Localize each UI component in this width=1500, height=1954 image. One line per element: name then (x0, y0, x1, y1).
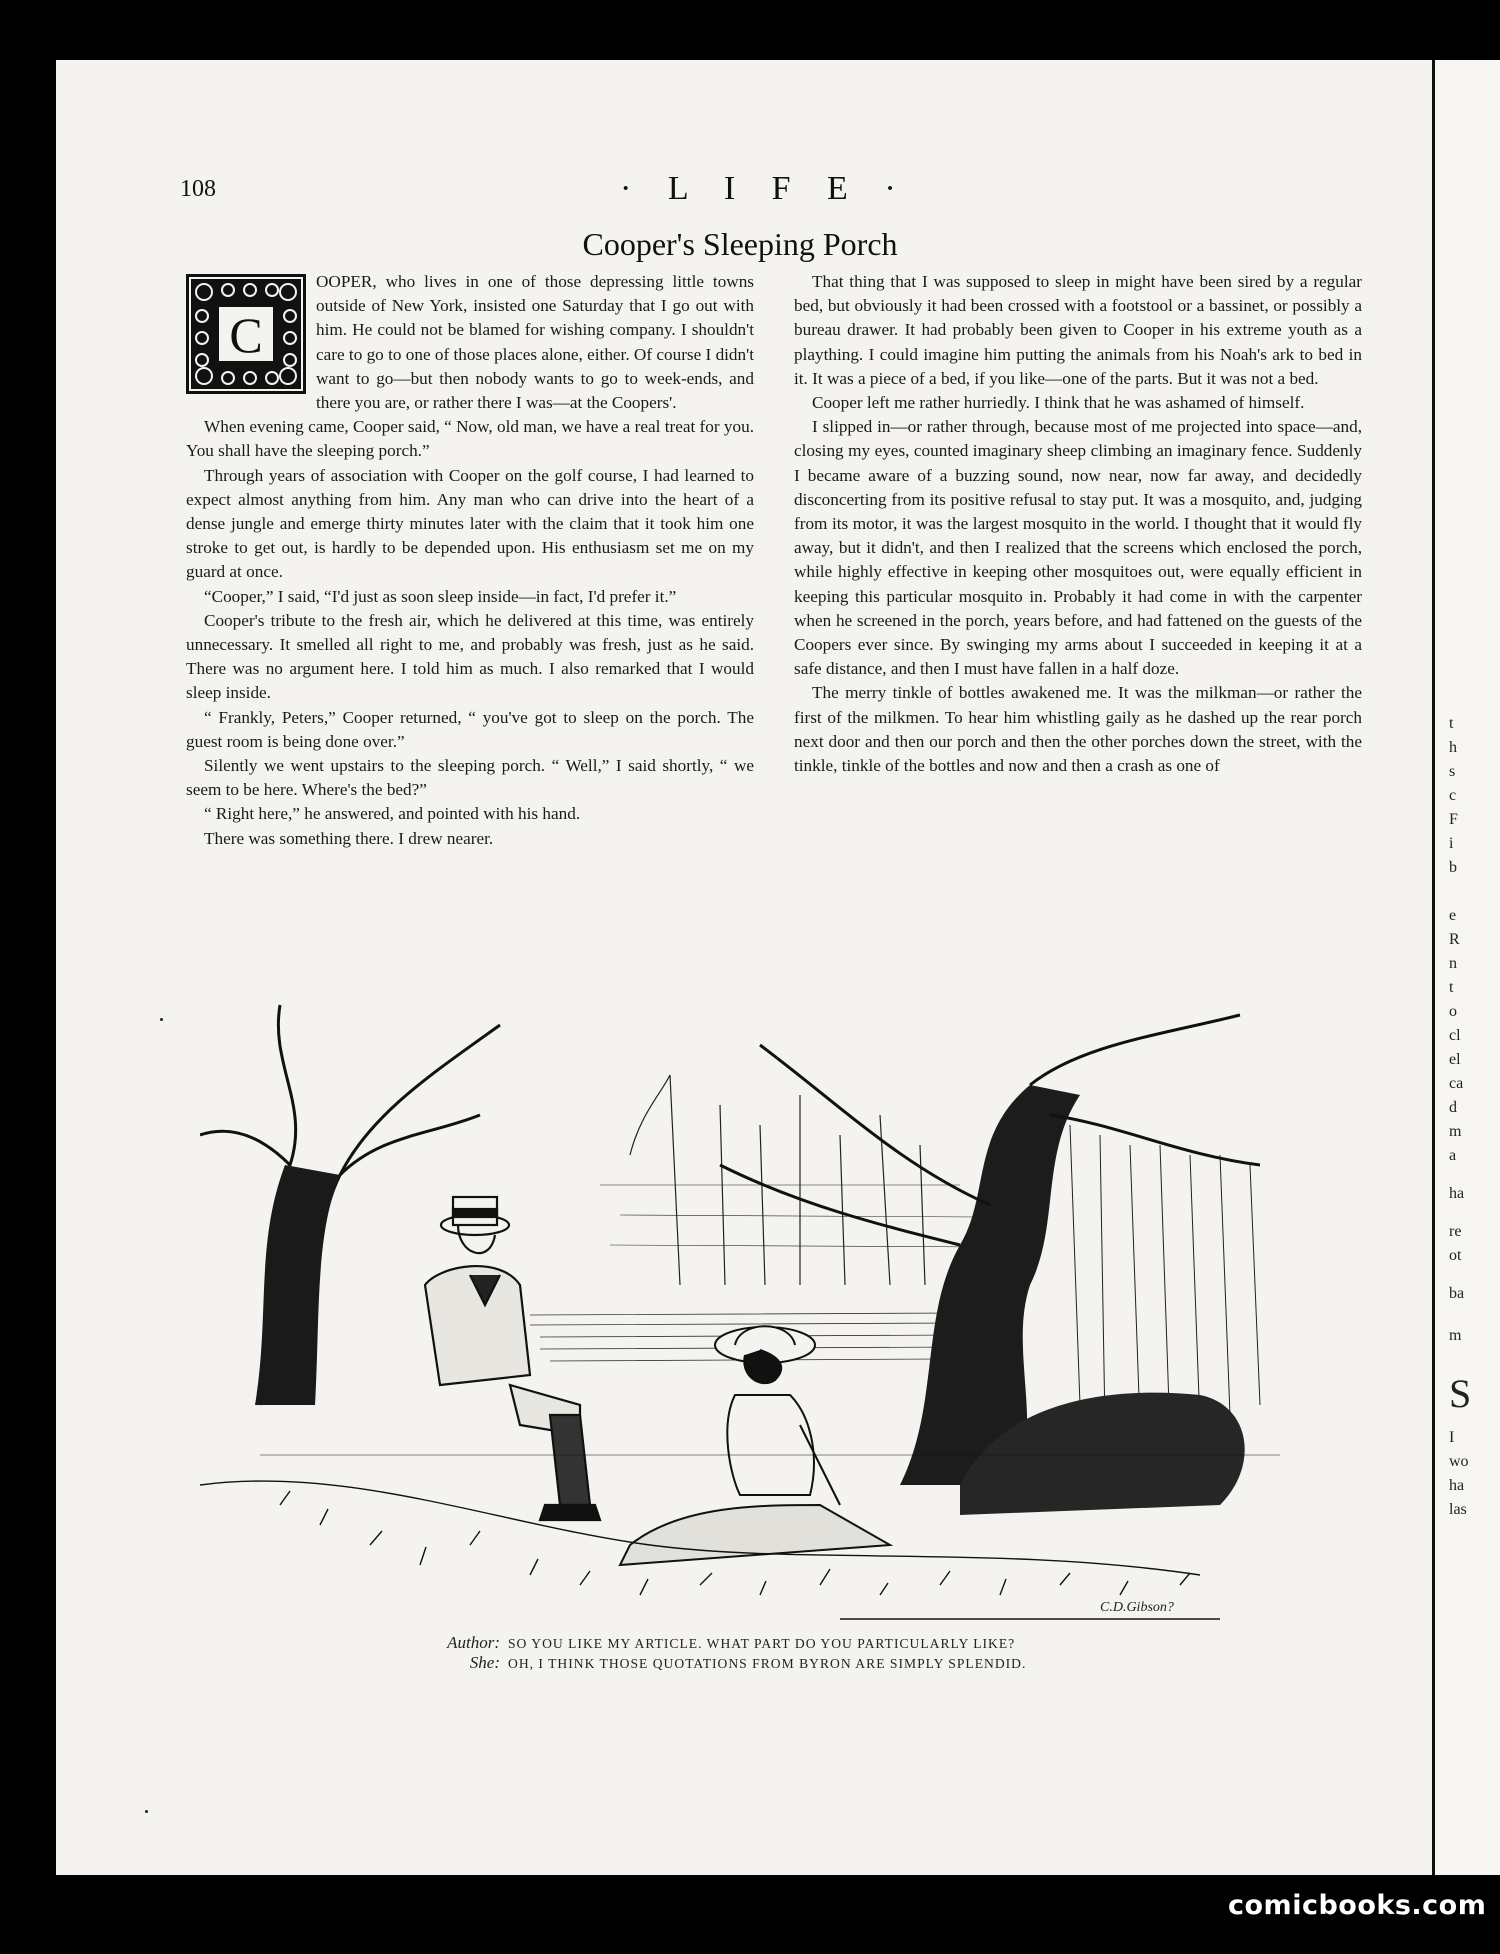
edge-text: ca (1449, 1075, 1464, 1092)
paragraph: “ Frankly, Peters,” Cooper returned, “ you've got to sleep on the porch. The guest room is being done over.” (186, 707, 754, 751)
paragraph: “Cooper,” I said, “I'd just as soon sleep inside—in fact, I'd prefer it.” (204, 586, 677, 606)
background-forest (600, 1075, 990, 1285)
edge-text: t (1449, 715, 1454, 732)
article-title: Cooper's Sleeping Porch (582, 226, 898, 262)
print-speck (160, 1018, 163, 1021)
paragraph: OOPER, who lives in one of those depressing little towns outside of New York, insisted one Saturday that I go out with him. He could not be blamed for wishing company. I shouldn't care to go to one of those places alone, either. Of course I didn't want to go—but then nobody wants to go to week-ends, and there you are, or rather there I was—at the Coopers'. (316, 272, 754, 413)
edge-text: ot (1449, 1247, 1462, 1264)
paragraph: I slipped in—or rather through, because most of me projected into space—and, closing my eyes, counted imaginary sheep climbing an imaginary fence. Suddenly I became aware of a buzzing sound, now near, now far away, and decidedly disconcerting from its positive refusal to stay put. It was a mosquito, and, judging from its motor, it was the largest mosquito in the world. I thought that it would fly away, but it didn't, and then I realized that the screens which enclosed the porch, while highly effective in keeping other mosquitoes out, were equally efficient in keeping this particular mosquito in. Probably it had come in with the carpenter when he screened in the porch, years before, and had fattened on the guests of the Coopers ever since. By swinging my arms about I succeeded in keeping it at a safe distance, and then I must have fallen in a half doze. (794, 417, 1362, 679)
edge-text: ba (1449, 1285, 1465, 1302)
article-left-column (186, 270, 754, 851)
edge-text: R (1449, 931, 1460, 948)
edge-text: ha (1449, 1477, 1465, 1494)
paragraph: Through years of association with Cooper on the golf course, I had learned to expect almost anything from him. Any man who can drive into the heart of a dense jungle and emerge thirty minutes later with the claim that it took him one stroke to get out, is hardly to be depended upon. His enthusiasm set me on my guard at once. (186, 465, 754, 582)
edge-text: t (1449, 979, 1454, 996)
edge-text: wo (1449, 1453, 1469, 1470)
edge-text: I (1449, 1429, 1455, 1446)
caption-she-label: She: (469, 1653, 500, 1672)
left-tree-trunk (255, 1165, 340, 1405)
dropcap-letter: C (229, 307, 263, 363)
edge-text: las (1449, 1501, 1467, 1518)
paragraph: There was something there. I drew nearer. (204, 828, 494, 848)
adjacent-page-edge (1432, 60, 1500, 1875)
edge-text: o (1449, 1003, 1457, 1020)
right-tree-foliage (1070, 1125, 1260, 1435)
paragraph: Cooper's tribute to the fresh air, which he delivered at this time, was entirely unnecessary. It smelled all right to me, and probably was fresh, just as he said. There was no argument here. I told him as much. I also remarked that I would sleep inside. (186, 610, 754, 703)
paragraph: The merry tinkle of bottles awakened me. It was the milkman—or rather the first of the milkmen. To hear him whistling gaily as he dashed up the rear porch next door and then our porch and then the other porches down the street, with the tinkle, tinkle of the bottles and now and then a crash as one of (794, 683, 1362, 776)
paragraph: Cooper left me rather hurriedly. I think that he was ashamed of himself. (812, 393, 1305, 413)
caption-she-line (430, 1653, 1130, 1673)
edge-text: n (1449, 955, 1457, 972)
artist-signature: C.D.Gibson? (1100, 1600, 1174, 1615)
paragraph: Silently we went upstairs to the sleeping porch. “ Well,” I said shortly, “ we seem to be here. Where's the bed?” (186, 756, 754, 800)
edge-text: b (1449, 859, 1457, 876)
site-watermark: comicbooks.com (1228, 1890, 1487, 1921)
paragraph: That thing that I was supposed to sleep in might have been sired by a regular bed, but obviously it had been crossed with a footstool or a bassinet, or possibly a bureau drawer. It had probably been given to Cooper in his extreme youth as a plaything. I could imagine him putting the animals from his Noah's ark to bed in it. It was a piece of a bed, if you like—one of the parts. But it was not a bed. (794, 272, 1362, 388)
edge-text: re (1449, 1223, 1462, 1240)
paragraph: “ Right here,” he answered, and pointed with his hand. (204, 804, 581, 824)
edge-text: ha (1449, 1185, 1465, 1202)
edge-text: m (1449, 1123, 1462, 1140)
edge-text: m (1449, 1327, 1462, 1344)
pen-ink-illustration (200, 985, 1340, 1625)
caption-she-text: OH, I THINK THOSE QUOTATIONS FROM BYRON ARE SIMPLY SPLENDID. (508, 1656, 1027, 1671)
edge-text: F (1449, 811, 1458, 828)
edge-text: d (1449, 1099, 1457, 1116)
edge-text: c (1449, 787, 1457, 804)
article-right-column (794, 270, 1362, 778)
man-figure (425, 1197, 600, 1520)
edge-text: s (1449, 763, 1456, 780)
woman-figure (620, 1326, 890, 1565)
edge-text: i (1449, 835, 1454, 852)
edge-text: S (1449, 1371, 1472, 1416)
paragraph: When evening came, Cooper said, “ Now, old man, we have a real treat for you. You shall have the sleeping porch.” (186, 417, 754, 461)
caption-author-label: Author: (447, 1633, 500, 1652)
edge-text: e (1449, 907, 1457, 924)
edge-text: cl (1449, 1027, 1461, 1044)
edge-text: a (1449, 1147, 1457, 1164)
edge-text: h (1449, 739, 1457, 756)
caption-author-text: SO YOU LIKE MY ARTICLE. WHAT PART DO YOU PARTICULARLY LIKE? (508, 1636, 1016, 1651)
edge-text: el (1449, 1051, 1461, 1068)
ornamental-dropcap (186, 274, 306, 394)
illustration-caption (430, 1633, 1130, 1673)
masthead: · L I F E · (620, 170, 910, 207)
print-speck (145, 1810, 148, 1813)
caption-author-line (430, 1633, 1130, 1653)
page-number: 108 (180, 176, 216, 202)
